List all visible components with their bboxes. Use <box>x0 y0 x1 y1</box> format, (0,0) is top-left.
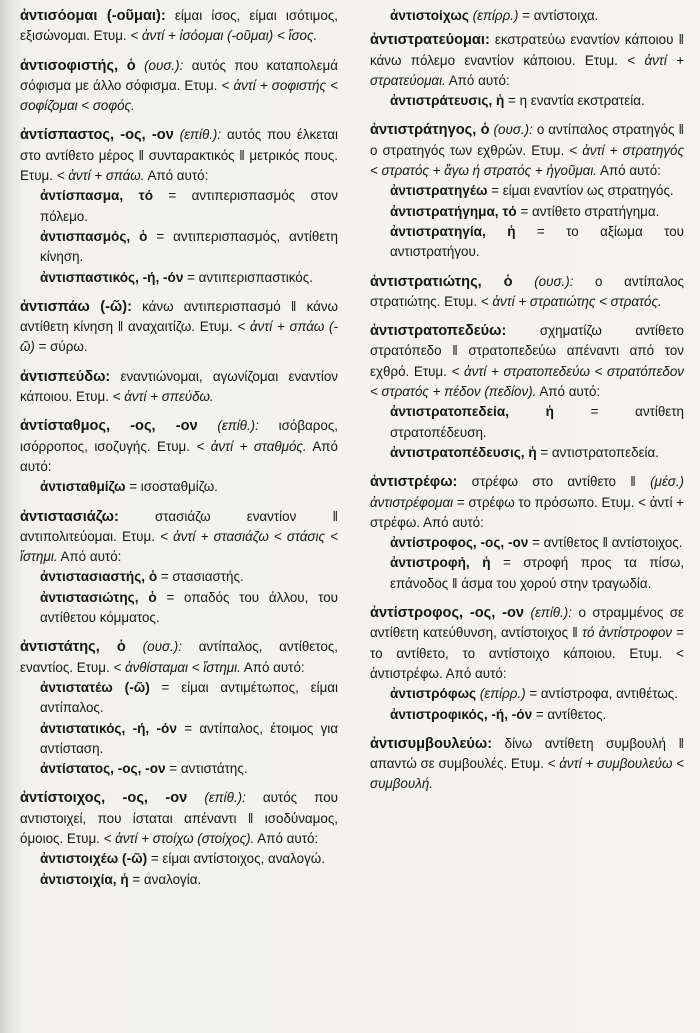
dictionary-entry <box>370 603 684 725</box>
entry-headword: ἀντισπεύδω: <box>20 368 111 385</box>
derived-headword: ἀντίστροφος, -ος, -ον <box>390 535 529 551</box>
derived-entry <box>390 6 684 26</box>
entry-definition: αντίπαλος, αντίθετος, εναντίος. Ετυμ. <box>20 639 338 675</box>
derived-entry <box>40 268 338 288</box>
entry-continuation: Από αυτό: <box>144 168 209 184</box>
derived-headword: ἀντιστοιχέω (-ῶ) <box>40 851 148 867</box>
derived-definition: = στασιαστής. <box>157 569 244 585</box>
entry-headword: ἀντιστασιάζω: <box>20 508 119 525</box>
entry-headword: ἀντισυμβουλεύω: <box>370 735 493 752</box>
entry-headword: ἀντιστράτηγος, ὁ <box>370 122 490 139</box>
entry-headword: ἀντιστρατεύομαι: <box>370 32 490 49</box>
dictionary-entry <box>370 472 684 594</box>
derived-definition: = αντίστροφα, αντιθέτως. <box>525 686 678 702</box>
derived-headword: ἀντίστατος, -ος, -ον <box>40 761 166 777</box>
derived-headword: ἀντιστροφικός, -ή, -όν <box>390 706 533 722</box>
entry-text <box>20 416 338 477</box>
derived-entry <box>390 402 684 443</box>
entry-etymology: < ἀντί + στρατηγός < στρατός + ἄγω ή στρατός + ἡγοῦμαι. <box>370 142 684 179</box>
entry-etymology: < ἀντί + σταθμός. <box>196 438 307 454</box>
entry-headword: ἀντίστροφος, -ος, -ον <box>370 605 525 622</box>
entry-headword: ἀντισπάω (-ῶ): <box>20 298 132 315</box>
derived-definition: = ισοσταθμίζω. <box>125 479 218 495</box>
derived-entry <box>390 202 684 222</box>
derived-definition: = αναλογία. <box>128 871 202 887</box>
derived-grammar: (επίρρ.) <box>476 686 526 702</box>
entry-etymology: < ἀντί + σπάω (-ῶ) <box>20 319 338 355</box>
derived-definition: = είμαι αντίστοιχος, αναλογώ. <box>147 851 325 867</box>
derived-definition: = αντιστάτης. <box>165 761 248 777</box>
entry-definition: αυτός που αντιστοιχεί, που ίσταται απέναντι ‖ ισοδύναμος, όμοιος. Ετυμ. <box>20 790 338 846</box>
entry-headword: ἀντίσπαστος, -ος, -ον <box>20 127 174 144</box>
entry-definition: εκστρατεύω εναντίον κάποιου ‖ κάνω πόλεμο εναντίον κάποιου. Ετυμ. <box>370 32 684 68</box>
derived-definition: = αντιπερισπασμός στον πόλεμο. <box>40 188 338 224</box>
dictionary-entry <box>20 125 338 287</box>
entry-definition: ο αντίπαλος στρατηγός ‖ ο στρατηγός των εχθρών. Ετυμ. <box>370 122 684 158</box>
derived-entry <box>40 186 338 227</box>
derived-headword: ἀντισπαστικός, -ή, -όν <box>40 269 184 285</box>
entry-grammar: (ουσ.): <box>489 122 533 138</box>
entry-text <box>370 120 684 181</box>
entry-etymology: < ἀντί + σοφιστής < σοφίζομαι < σοφός. <box>20 77 339 114</box>
derived-headword: ἀντιστρατοπεδεία, ἡ <box>390 404 554 420</box>
entry-grammar: (επίθ.): <box>173 127 222 143</box>
derived-definition: = αντίθετο στρατήγημα. <box>516 203 660 219</box>
derived-entry <box>390 553 684 594</box>
derived-definition: = στροφή προς τα πίσω, επάνοδος ‖ άσμα του χορού στην τραγωδία. <box>390 555 685 591</box>
entry-text <box>20 125 338 186</box>
dictionary-entry <box>20 507 338 629</box>
entry-definition: δίνω αντίθετη συμβουλή ‖ απαντώ σε συμβουλές. Ετυμ. <box>370 735 684 772</box>
derived-definition: = αντιπερισπασμός, αντίθετη κίνηση. <box>40 228 338 265</box>
derived-headword: ἀντιστρατηγία, ἡ <box>390 223 516 239</box>
entry-continuation: Από αυτό: <box>20 438 338 474</box>
entry-continuation: Από αυτό: <box>57 549 122 565</box>
entry-etymology: < ἀντί + στρατεύομαι. <box>370 52 684 88</box>
derived-entry <box>390 684 684 704</box>
derived-entry <box>40 477 338 497</box>
derived-entry <box>40 588 338 629</box>
derived-definition: = οπαδός του άλλου, του αντίθετου κόμματος. <box>40 589 338 626</box>
entry-headword: ἀντισοφιστής, ὁ <box>20 57 136 74</box>
entry-continuation: = το αντίθετο, το αντίστοιχο κάποιου. Ετυμ. < ἀντιστρέφω. Από αυτό: <box>370 625 684 681</box>
entry-text <box>20 637 338 678</box>
entry-definition: κάνω αντιπερισπασμό ‖ κάνω αντίθετη κίνηση ‖ αναχαιτίζω. Ετυμ. <box>20 298 339 335</box>
dictionary-entry <box>20 6 338 47</box>
entry-grammar: (ουσ.): <box>125 639 182 655</box>
entry-text <box>370 30 684 91</box>
entry-definition: ο αντίπαλος στρατιώτης. Ετυμ. <box>370 273 684 309</box>
entry-continuation: Από αυτό: <box>240 659 305 675</box>
entry-text <box>20 297 338 358</box>
entry-etymology: < ἀντί + σπάω. <box>56 168 145 184</box>
entry-continuation: Από αυτό: <box>445 72 510 88</box>
entry-text <box>20 367 338 408</box>
entry-text <box>370 321 684 402</box>
derived-headword: ἀντισπασμός, ὁ <box>40 228 148 244</box>
derived-definition: = αντίθετος. <box>532 706 607 722</box>
derived-headword: ἀντιστασιώτης, ὁ <box>40 589 157 605</box>
derived-definition: = η εναντία εκστρατεία. <box>504 93 645 109</box>
dictionary-entry <box>370 30 684 111</box>
derived-entry <box>40 849 338 869</box>
dictionary-entry <box>20 297 338 358</box>
derived-headword: ἀντιστασιαστής, ὁ <box>40 569 158 585</box>
entry-text <box>370 272 684 313</box>
derived-headword: ἀντιστράτευσις, ἡ <box>390 93 505 109</box>
entry-text <box>20 6 338 47</box>
entry-text <box>20 788 338 849</box>
dictionary-entry <box>20 788 338 889</box>
derived-headword: ἀντιστρατήγημα, τό <box>390 203 517 219</box>
entry-etymology: < ἀντί + στοίχω (στοίχος). <box>103 830 255 846</box>
entry-continuation: Από αυτό: <box>597 163 661 179</box>
entry-text <box>20 507 338 568</box>
derived-entry <box>390 443 684 463</box>
entry-etymology: < ἀντί + στρατοπεδεύω < στρατόπεδον < στρατός + πέδον (πεδίον). <box>370 363 685 400</box>
dictionary-entry <box>370 321 684 463</box>
entry-definition: ο στραμμένος σε αντίθετη κατεύθυνση, αντίστοιχος ‖ <box>370 605 684 641</box>
entry-grammar: (ουσ.): <box>512 273 574 289</box>
derived-headword: ἀντιστατέω (-ῶ) <box>40 679 150 695</box>
dictionary-entry <box>370 6 684 26</box>
derived-definition: = είμαι εναντίον ως στρατηγός. <box>487 183 674 199</box>
derived-headword: ἀντιστρόφως <box>390 686 477 702</box>
entry-grammar: (ουσ.): <box>135 57 184 73</box>
derived-entry <box>40 719 338 760</box>
derived-headword: ἀντίσπασμα, τό <box>40 188 154 204</box>
entry-etymology: τό ἀντίστροφον <box>581 625 672 641</box>
entry-headword: ἀντιστρατιώτης, ὁ <box>370 273 513 290</box>
derived-headword: ἀντιστρατηγέω <box>390 183 488 199</box>
derived-definition: = αντίθετη στρατοπέδευση. <box>390 404 684 440</box>
derived-entry <box>40 567 338 587</box>
entry-grammar: (επίθ.): <box>524 605 572 621</box>
derived-headword: ἀντιστροφή, ἡ <box>390 555 491 571</box>
derived-entry <box>390 181 684 201</box>
entry-etymology: (μέσ.) ἀντιστρέφομαι <box>370 474 684 510</box>
derived-definition: = το αξίωμα του αντιστρατήγου. <box>390 223 684 260</box>
entry-definition: σχηματίζω αντίθετο στρατόπεδο ‖ στρατοπεδεύω απέναντι από τον εχθρό. Ετυμ. <box>370 323 684 379</box>
entry-etymology: < ἀντί + ἰσόομαι (-οῦμαι) < ἴσος. <box>130 28 318 44</box>
dictionary-entry <box>370 734 684 795</box>
derived-definition: = αντιπερισπαστικός. <box>183 269 313 285</box>
derived-definition: = αντιστρατοπεδεία. <box>536 444 659 460</box>
derived-headword: ἀντισταθμίζω <box>40 479 126 495</box>
entry-definition: αυτός που καταπολεμά σόφισμα με άλλο σόφισμα. Ετυμ. <box>20 57 338 93</box>
entry-continuation: = στρέφω το πρόσωπο. Ετυμ. < ἀντί + στρέφω. Από αυτό: <box>370 494 684 530</box>
derived-entry <box>40 759 338 779</box>
entry-etymology: < ἀνθίσταμαι < ἵστημι. <box>113 659 241 675</box>
entry-text <box>370 734 684 795</box>
entry-text <box>370 472 684 533</box>
entry-text <box>20 56 338 117</box>
derived-definition: = είμαι αντιμέτωπος, είμαι αντίπαλος. <box>40 679 338 716</box>
dictionary-entry <box>370 120 684 262</box>
derived-entry <box>40 227 338 268</box>
derived-entry <box>390 533 684 553</box>
derived-definition: = αντίπαλος, έτοιμος για αντίσταση. <box>40 720 339 756</box>
derived-entry <box>40 870 338 890</box>
entry-definition: αυτός που έλκεται στο αντίθετο μέρος ‖ συνταρακτικός ‖ μετρικός πους. Ετυμ. <box>20 127 338 184</box>
entry-continuation: = σύρω. <box>34 339 88 355</box>
entry-continuation: Από αυτό: <box>254 830 319 846</box>
entry-continuation: Από αυτό: <box>536 384 601 400</box>
dictionary-entry <box>20 416 338 497</box>
derived-definition: = αντίθετος ‖ αντίστοιχος. <box>528 535 683 551</box>
derived-definition: = αντίστοιχα. <box>518 8 599 23</box>
dictionary-entry <box>20 56 338 117</box>
derived-entry <box>390 91 684 111</box>
left-column <box>20 6 338 899</box>
entry-etymology: < ἀντί + συμβουλεύω < συμβουλή. <box>370 756 684 792</box>
entry-text <box>370 603 684 684</box>
entry-headword: ἀντίστοιχος, -ος, -ον <box>20 790 188 807</box>
derived-entry <box>390 222 684 263</box>
entry-definition: ισόβαρος, ισόρροπος, ισοζυγής. Ετυμ. <box>20 418 338 454</box>
entry-etymology: < ἀντί + στασιάζω < στάσις < ἵστημι. <box>20 528 338 565</box>
entry-definition: στασιάζω εναντίον ‖ αντιπολιτεύομαι. Ετυμ. <box>20 508 338 544</box>
entry-definition: στρέφω στο αντίθετο ‖ <box>457 474 651 490</box>
entry-headword: ἀντιστρατοπεδεύω: <box>370 323 507 340</box>
entry-grammar: (επίθ.): <box>187 790 246 806</box>
dictionary-entry <box>20 367 338 408</box>
right-column <box>370 6 684 804</box>
derived-entry <box>40 678 338 719</box>
entry-definition: είμαι ίσος, είμαι ισότιμος, εξισώνομαι. Ετυμ. <box>20 8 339 44</box>
dictionary-entry <box>20 637 338 779</box>
entry-headword: ἀντιστάτης, ὁ <box>20 639 126 656</box>
entry-headword: ἀντισόομαι (-οῦμαι): <box>20 8 166 24</box>
dictionary-entry <box>370 272 684 313</box>
derived-headword: ἀντιστατικός, -ή, -όν <box>40 720 177 736</box>
derived-entry <box>390 705 684 725</box>
entry-headword: ἀντιστρέφω: <box>370 474 458 491</box>
derived-headword: ἀντιστοίχως <box>390 8 469 23</box>
derived-headword: ἀντιστρατοπέδευσις, ἡ <box>390 444 537 460</box>
entry-grammar: (επίθ.): <box>197 418 259 434</box>
derived-headword: ἀντιστοιχία, ἡ <box>40 871 129 887</box>
derived-grammar: (επίρρ.) <box>468 8 519 23</box>
entry-etymology: < ἀντί + στρατιώτης < στρατός. <box>480 293 662 309</box>
entry-etymology: < ἀντί + σπεύδω. <box>112 389 214 405</box>
entry-definition: εναντιώνομαι, αγωνίζομαι εναντίον κάποιου. Ετυμ. <box>20 368 338 405</box>
entry-headword: ἀντίσταθμος, -ος, -ον <box>20 418 198 435</box>
